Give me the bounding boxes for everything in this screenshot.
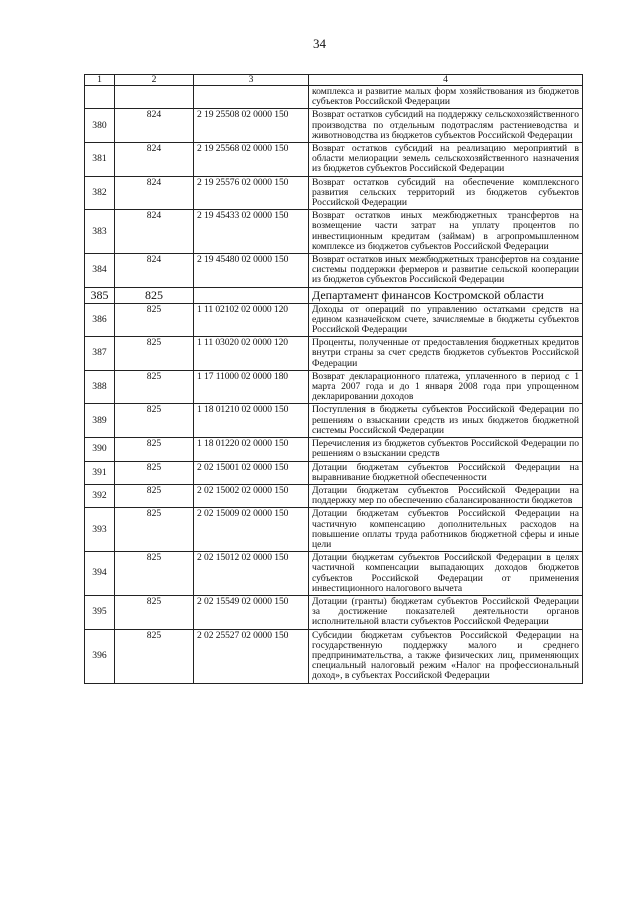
revenue-code: 2 19 45480 02 0000 150 [194, 254, 309, 288]
admin-code [115, 86, 194, 109]
admin-code: 825 [115, 552, 194, 596]
admin-code: 825 [115, 461, 194, 484]
table-row [85, 337, 583, 371]
row-number: 389 [85, 404, 115, 438]
header-col-2: 2 [115, 75, 194, 86]
revenue-description: Возврат остатков иных межбюджетных трансфертов на создание системы поддержки фермеров и развитие сельской кооперации из бюджетов субъектов Российской Федерации [309, 254, 583, 288]
table-body [85, 86, 583, 684]
revenue-description: Проценты, полученные от предоставления бюджетных кредитов внутри страны за счет средств бюджетов субъектов Российской Федерации [309, 337, 583, 371]
table-row [85, 461, 583, 484]
table-row [85, 552, 583, 596]
table-row [85, 210, 583, 254]
admin-code: 825 [115, 370, 194, 404]
revenue-code [194, 86, 309, 109]
row-number: 381 [85, 143, 115, 177]
table-row [85, 508, 583, 552]
revenue-code: 2 02 15009 02 0000 150 [194, 508, 309, 552]
row-number: 390 [85, 438, 115, 461]
admin-code: 824 [115, 109, 194, 143]
row-number: 395 [85, 595, 115, 629]
revenue-code: 1 11 03020 02 0000 120 [194, 337, 309, 371]
row-number: 392 [85, 484, 115, 507]
row-number: 385 [85, 287, 115, 303]
revenue-description: Доходы от операций по управлению остатками средств на едином казначейском счете, зачисляемые в бюджеты субъектов Российской Федерации [309, 303, 583, 337]
row-number: 396 [85, 629, 115, 683]
revenue-code: 2 19 25576 02 0000 150 [194, 176, 309, 210]
revenue-code: 2 02 15549 02 0000 150 [194, 595, 309, 629]
admin-code: 825 [115, 508, 194, 552]
admin-code: 825 [115, 595, 194, 629]
table-row [85, 86, 583, 109]
revenue-description: Возврат остатков иных межбюджетных трансфертов на возмещение части затрат на уплату процентов по инвестиционным кредитам (займам) в агропромышленном комплексе из бюджетов субъектов Российской Федерации [309, 210, 583, 254]
row-number: 388 [85, 370, 115, 404]
revenue-code: 2 19 25568 02 0000 150 [194, 143, 309, 177]
row-number: 380 [85, 109, 115, 143]
revenue-code: 2 02 15012 02 0000 150 [194, 552, 309, 596]
admin-code: 825 [115, 303, 194, 337]
table-row [85, 629, 583, 683]
revenue-classification-table [84, 74, 583, 684]
revenue-code: 1 11 02102 02 0000 120 [194, 303, 309, 337]
header-col-1: 1 [85, 75, 115, 86]
revenue-code: 2 02 15002 02 0000 150 [194, 484, 309, 507]
row-number: 394 [85, 552, 115, 596]
revenue-code: 1 17 11000 02 0000 180 [194, 370, 309, 404]
admin-code: 825 [115, 404, 194, 438]
department-row [85, 287, 583, 303]
row-number: 387 [85, 337, 115, 371]
header-col-3: 3 [194, 75, 309, 86]
row-number: 393 [85, 508, 115, 552]
revenue-description: Дотации бюджетам субъектов Российской Федерации на выравнивание бюджетной обеспеченности [309, 461, 583, 484]
admin-code: 825 [115, 287, 194, 303]
revenue-description: Департамент финансов Костромской области [309, 287, 583, 303]
revenue-description: Субсидии бюджетам субъектов Российской Федерации на государственную поддержку малого и среднего предпринимательства, а также физических лиц, применяющих специальный налоговый режим «Налог на профессиональный доход», в субъектах Российской Федерации [309, 629, 583, 683]
revenue-code: 1 18 01220 02 0000 150 [194, 438, 309, 461]
admin-code: 824 [115, 210, 194, 254]
admin-code: 825 [115, 337, 194, 371]
revenue-code: 2 02 25527 02 0000 150 [194, 629, 309, 683]
admin-code: 825 [115, 484, 194, 507]
revenue-code: 1 18 01210 02 0000 150 [194, 404, 309, 438]
table-header-row [85, 75, 583, 86]
table-row [85, 404, 583, 438]
row-number: 383 [85, 210, 115, 254]
admin-code: 824 [115, 176, 194, 210]
revenue-code: 2 19 25508 02 0000 150 [194, 109, 309, 143]
table-row [85, 254, 583, 288]
row-number: 391 [85, 461, 115, 484]
revenue-code [194, 287, 309, 303]
row-number: 386 [85, 303, 115, 337]
table-row [85, 303, 583, 337]
row-number: 384 [85, 254, 115, 288]
revenue-description: Дотации (гранты) бюджетам субъектов Российской Федерации за достижение показателей деятельности органов исполнительной власти субъектов Российской Федерации [309, 595, 583, 629]
table-row [85, 438, 583, 461]
revenue-description: Возврат остатков субсидий на реализацию мероприятий в области мелиорации земель сельскохозяйственного назначения из бюджетов субъектов Российской Федерации [309, 143, 583, 177]
table-row [85, 176, 583, 210]
revenue-description: Поступления в бюджеты субъектов Российской Федерации по решениям о взыскании средств из иных бюджетов бюджетной системы Российской Федерации [309, 404, 583, 438]
admin-code: 825 [115, 629, 194, 683]
header-col-4: 4 [309, 75, 583, 86]
admin-code: 824 [115, 254, 194, 288]
admin-code: 824 [115, 143, 194, 177]
revenue-description: Возврат остатков субсидий на поддержку сельскохозяйственного производства по отдельным подотраслям растениеводства и животноводства из бюджетов субъектов Российской Федерации [309, 109, 583, 143]
revenue-description: Дотации бюджетам субъектов Российской Федерации на поддержку мер по обеспечению сбалансированности бюджетов [309, 484, 583, 507]
table-row [85, 484, 583, 507]
revenue-description: Возврат остатков субсидий на обеспечение комплексного развития сельских территорий из бюджетов субъектов Российской Федерации [309, 176, 583, 210]
row-number: 382 [85, 176, 115, 210]
page-number: 34 [313, 36, 326, 51]
revenue-code: 2 02 15001 02 0000 150 [194, 461, 309, 484]
table-row [85, 143, 583, 177]
table-row [85, 370, 583, 404]
row-number [85, 86, 115, 109]
revenue-description: Дотации бюджетам субъектов Российской Федерации на частичную компенсацию дополнительных расходов на повышение оплаты труда работников бюджетной сферы и иные цели [309, 508, 583, 552]
revenue-description: комплекса и развитие малых форм хозяйствования из бюджетов субъектов Российской Федерации [309, 86, 583, 109]
revenue-code: 2 19 45433 02 0000 150 [194, 210, 309, 254]
revenue-description: Перечисления из бюджетов субъектов Российской Федерации по решениям о взыскании средств [309, 438, 583, 461]
table-row [85, 595, 583, 629]
revenue-description: Дотации бюджетам субъектов Российской Федерации в целях частичной компенсации выпадающих доходов бюджетов субъектов Российской Федерации от применения инвестиционного налогового вычета [309, 552, 583, 596]
table-row [85, 109, 583, 143]
revenue-description: Возврат декларационного платежа, уплаченного в период с 1 марта 2007 года и до 1 января 2008 года при упрощенном декларировании доходов [309, 370, 583, 404]
admin-code: 825 [115, 438, 194, 461]
